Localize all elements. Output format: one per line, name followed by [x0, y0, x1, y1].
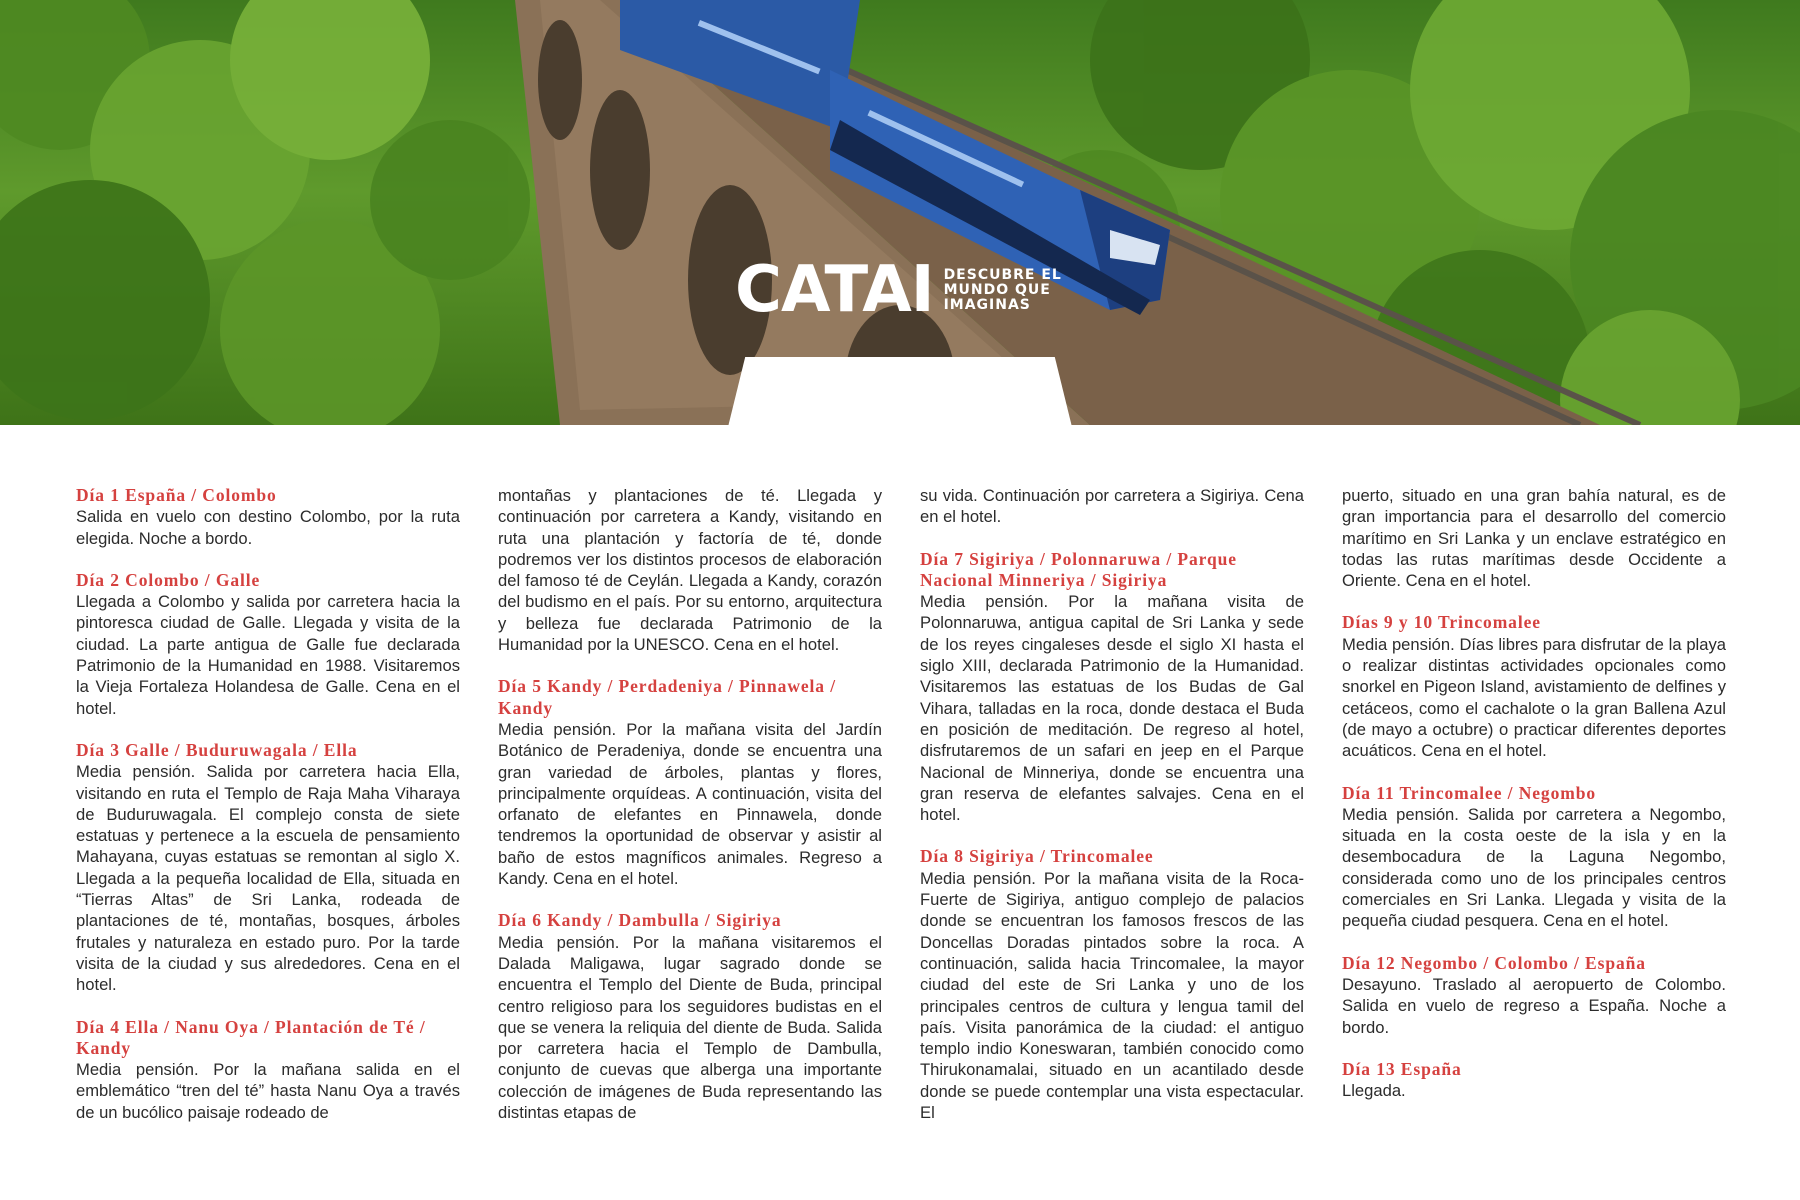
day-description: Media pensión. Salida por carretera hacia Ella, visitando en ruta el Templo de Raja Maha Viharaya de Buduruwagala. El complejo consta de siete estatuas y pertenece a la escuela de pensamiento Mahayana, cuyas estatuas se remontan al siglo X. Llegada a la pequeña localidad de Ella, situada en “Tierras Altas” de Sri Lanka, rodeada de plantaciones de té, montañas, bosques, árboles frutales y naturaleza en estado puro. Por la tarde visita de la ciudad y sus alrededores. Cena en el hotel. — [76, 762, 460, 995]
continued-text: puerto, situado en una gran bahía natural, es de gran importancia para el desarrollo del comercio marítimo en Sri Lanka y un enclave estratégico en todas las rutas marítimas desde Occidente a Oriente. Cena en el hotel. — [1342, 486, 1726, 591]
day-entry — [498, 910, 882, 1123]
day-title: Día 1 España / Colombo — [76, 485, 277, 505]
brand-tagline — [944, 268, 1062, 313]
day-description: Llegada. — [1342, 1081, 1406, 1101]
tagline-line: MUNDO QUE — [943, 281, 1051, 298]
day-entry — [1342, 612, 1726, 761]
day-description: Media pensión. Salida por carretera a Negombo, situada en la costa oeste de la isla y en la desembocadura de la Laguna Negombo, considerada como uno de los principales centros comerciales en Sri Lanka. Llegada y visita de la pequeña ciudad pesquera. Cena en el hotel. — [1342, 804, 1726, 931]
catai-logo — [735, 253, 1062, 327]
day-title: Día 13 España — [1342, 1058, 1462, 1079]
day-description: Salida en vuelo con destino Colombo, por la ruta elegida. Noche a bordo. — [76, 507, 460, 548]
day-description: Llegada a Colombo y salida por carretera hacia la pintoresca ciudad de Galle. Llegada y visita de la ciudad. La parte antigua de Galle fue declarada Patrimonio de la Humanidad en 1988. Visitaremos la Vieja Fortaleza Holandesa de Galle. Cena en el hotel. — [76, 592, 460, 718]
day-description: Desayuno. Traslado al aeropuerto de Colombo. Salida en vuelo de regreso a España. Noche a bordo. — [1342, 974, 1726, 1037]
itinerary-column-2 — [498, 485, 882, 1144]
day-title: Día 6 Kandy / Dambulla / Sigiriya — [498, 910, 782, 931]
brand-name: CATAI — [735, 253, 934, 327]
day-entry — [1342, 953, 1726, 1038]
day-entry — [76, 485, 460, 549]
day-title: Día 8 Sigiriya / Trincomalee — [920, 846, 1154, 867]
day-title: Día 12 Negombo / Colombo / España — [1342, 952, 1646, 973]
day-description: Media pensión. Días libres para disfrutar de la playa o realizar distintas actividades opcionales como snorkel en Pigeon Island, avistamiento de delfines y cetáceos, como el cachalote o la gran Ballena Azul (de mayo a octubre) o practicar diferentes deportes acuáticos. Cena en el hotel. — [1342, 634, 1726, 761]
day-entry — [76, 1017, 460, 1123]
itinerary-column-4 — [1342, 485, 1726, 1122]
day-title: Día 3 Galle / Buduruwagala / Ella — [76, 739, 358, 760]
day-description: Media pensión. Por la mañana salida en el emblemático “tren del té” hasta Nanu Oya a través de un bucólico paisaje rodeado de — [76, 1060, 460, 1122]
day-entry — [76, 740, 460, 996]
day-title: Día 2 Colombo / Galle — [76, 569, 261, 590]
decorative-tab-shape — [728, 357, 1072, 425]
day-title: Día 11 Trincomalee / Negombo — [1342, 782, 1596, 803]
day-description: Media pensión. Por la mañana visitaremos el Dalada Maligawa, lugar sagrado donde se encuentra el Templo del Diente de Buda, principal centro religioso para los seguidores budistas en el que se venera la reliquia del diente de Buda. Salida por carretera hacia el Templo de Dambulla, conjunto de cuevas que alberga una importante colección de imágenes de Buda representando las distintas etapas de — [498, 932, 882, 1123]
day-entry — [76, 570, 460, 719]
day-title: Días 9 y 10 Trincomalee — [1342, 612, 1541, 633]
day-entry — [498, 676, 882, 889]
day-description: Media pensión. Por la mañana visita de Polonnaruwa, antigua capital de Sri Lanka y sede de los reyes cingaleses desde el siglo XI hasta el siglo XIII, declarada Patrimonio de la Humanidad. Visitaremos las estatuas de los Budas de Gal Vihara, talladas en la roca, donde destaca el Buda en posición de meditación. De regreso al hotel, disfrutaremos de un safari en jeep en el Parque Nacional de Minneriya, donde se encuentra una gran reserva de elefantes salvajes. Cena en el hotel. — [920, 592, 1304, 825]
itinerary-column-1 — [76, 485, 460, 1144]
tagline-line: IMAGINAS — [943, 296, 1031, 313]
tagline-line: DESCUBRE EL — [943, 266, 1062, 283]
day-entry — [920, 846, 1304, 1123]
day-entry — [1342, 1059, 1726, 1102]
day-title: Día 7 Sigiriya / Polonnaruwa / Parque Nacional Minneriya / Sigiriya — [920, 548, 1237, 590]
day-description: Media pensión. Por la mañana visita de la Roca-Fuerte de Sigiriya, antiguo complejo de palacios donde se encuentran los famosos frescos de las Doncellas Doradas pintados sobre la roca. A continuación, salida hacia Trincomalee, la mayor ciudad del este de Sri Lanka y uno de los principales centros de cultura y lengua tamil del país. Visita panorámica de la ciudad: el antiguo templo indio Koneswaran, también conocido como Thirukonamalai, situado en un acantilado desde donde se puede contemplar una vista espectacular. El — [920, 868, 1304, 1123]
itinerary-column-3 — [920, 485, 1304, 1144]
hero-photo-train-bridge — [0, 0, 1800, 425]
day-title: Día 5 Kandy / Perdadeniya / Pinnawela / Kandy — [498, 676, 836, 718]
day-entry — [920, 549, 1304, 826]
day-title: Día 4 Ella / Nanu Oya / Plantación de Té / Kandy — [76, 1016, 426, 1058]
continued-text: montañas y plantaciones de té. Llegada y continuación por carretera a Kandy, visitando en ruta una plantación y factoría de té, donde podremos ver los distintos procesos de elaboración del famoso té de Ceylán. Llegada a Kandy, corazón del budismo en el país. Por su entorno, arquitectura y belleza fue declarada Patrimonio de la Humanidad por la UNESCO. Cena en el hotel. — [498, 486, 882, 655]
itinerary-columns — [76, 485, 1726, 1155]
continued-text: su vida. Continuación por carretera a Sigiriya. Cena en el hotel. — [920, 486, 1304, 527]
day-entry — [1342, 783, 1726, 932]
day-description: Media pensión. Por la mañana visita del Jardín Botánico de Peradeniya, donde se encuentra una gran variedad de árboles, plantas y flores, principalmente orquídeas. A continuación, visita del orfanato de elefantes en Pinnawela, donde tendremos la oportunidad de observar y asistir al baño de estos magníficos animales. Regreso a Kandy. Cena en el hotel. — [498, 719, 882, 889]
